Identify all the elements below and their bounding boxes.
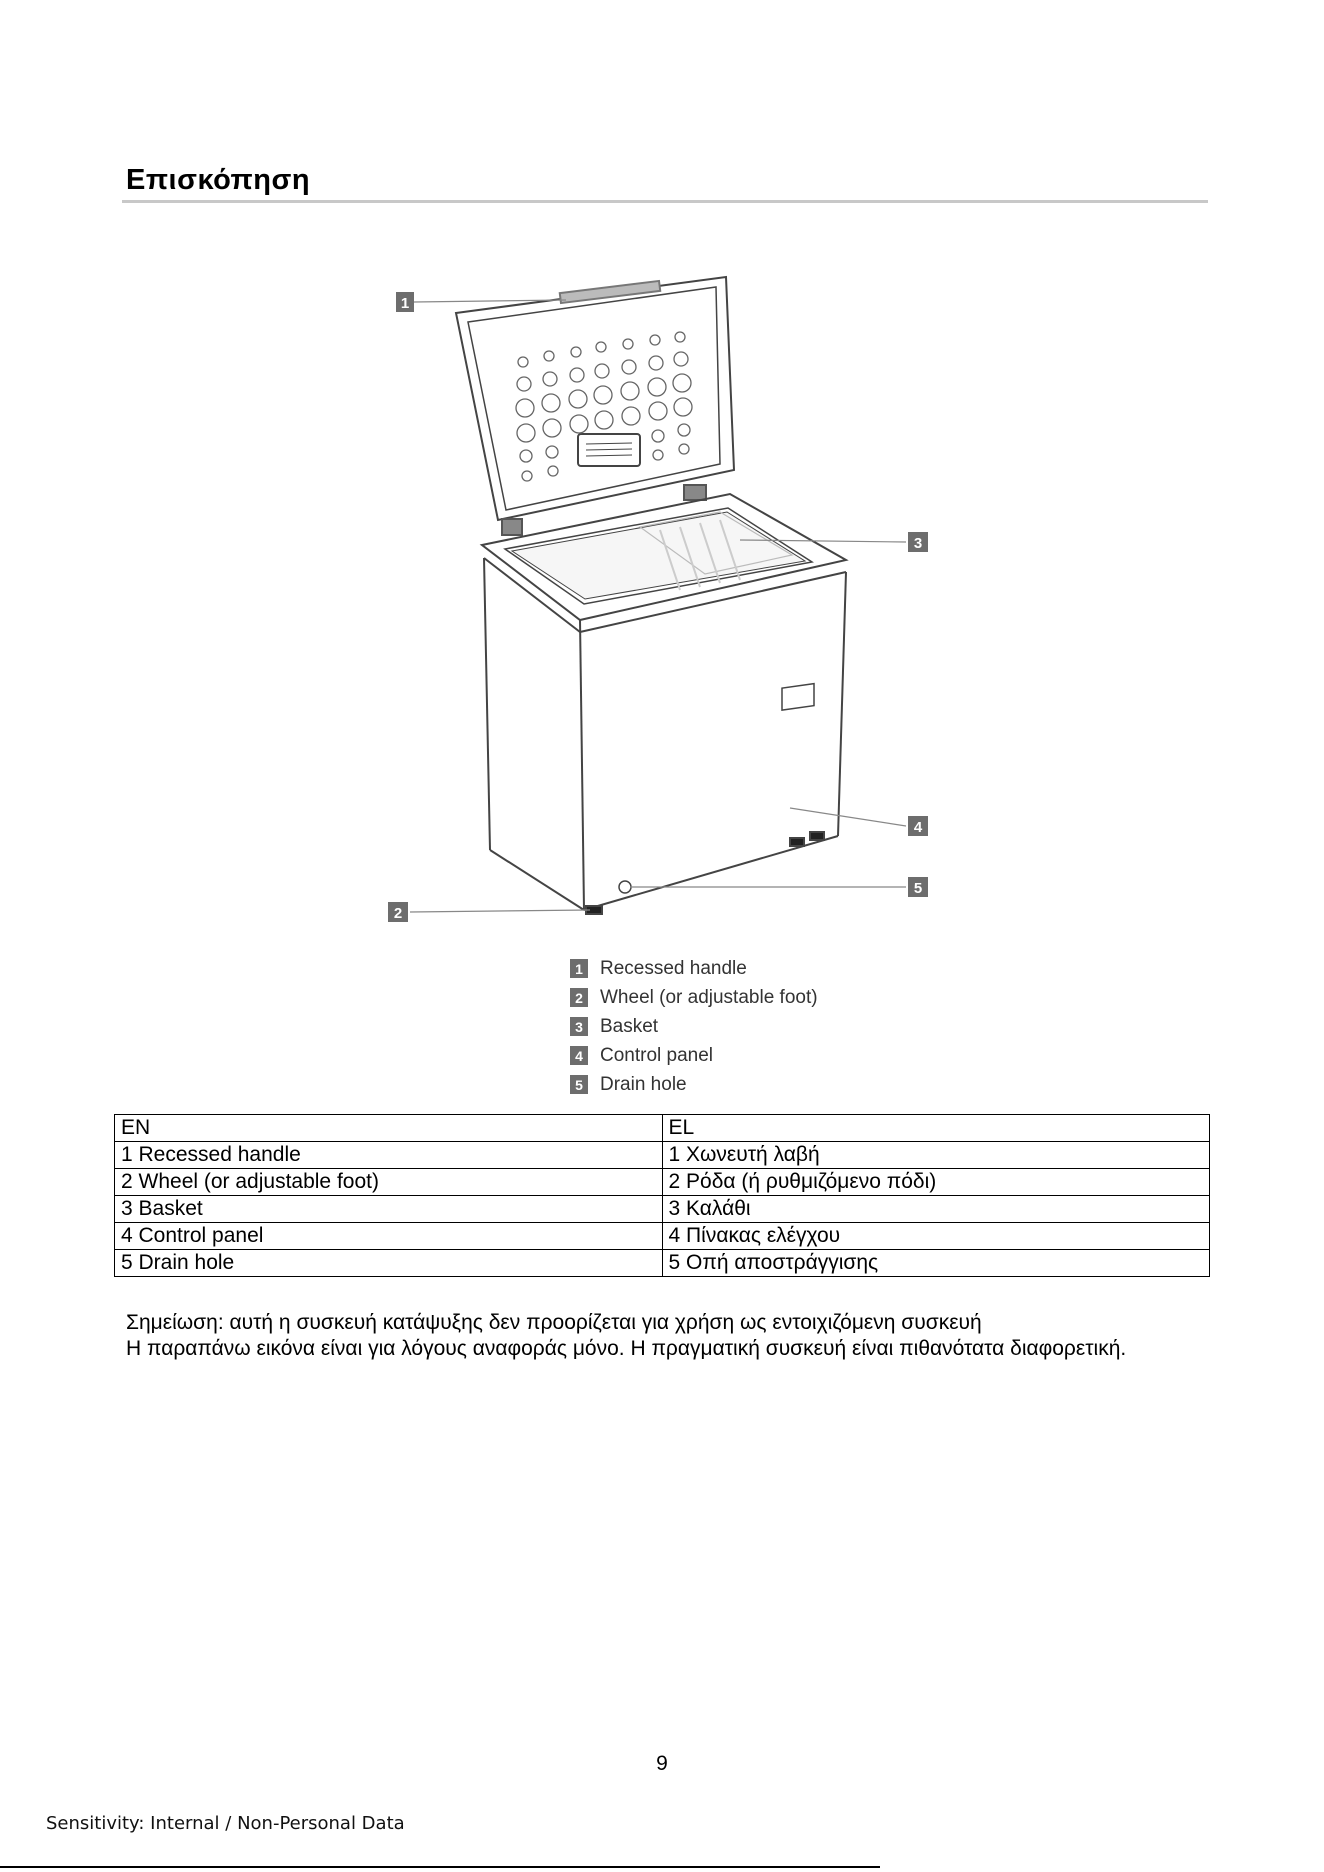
legend-item xyxy=(570,1070,818,1099)
table-header-row xyxy=(115,1115,1210,1142)
callout-2-label: 2 xyxy=(393,905,403,922)
table-header-cell: EN xyxy=(115,1115,663,1142)
note-line-1: Σημείωση: αυτή η συσκευή κατάψυξης δεν προορίζεται για χρήση ως εντοιχιζόμενη συσκευή xyxy=(126,1311,982,1334)
legend-number: 3 xyxy=(570,1017,588,1036)
table-cell: 3 Καλάθι xyxy=(662,1196,1210,1223)
legend-label: Control panel xyxy=(600,1044,714,1066)
note-paragraph xyxy=(126,1310,1208,1362)
legend-item xyxy=(570,1041,818,1070)
table-cell: 1 Χωνευτή λαβή xyxy=(662,1142,1210,1169)
legend-label: Recessed handle xyxy=(600,957,747,979)
recessed-handle xyxy=(560,281,660,303)
callout-1-label: 1 xyxy=(400,295,410,312)
table-row xyxy=(115,1142,1210,1169)
legend-item xyxy=(570,983,818,1012)
figure-legend xyxy=(570,954,818,1099)
legend-item xyxy=(570,1012,818,1041)
bottom-rule xyxy=(0,1866,880,1868)
callout-3-label: 3 xyxy=(913,535,923,552)
callout-4-label: 4 xyxy=(913,819,923,836)
table-cell: 1 Recessed handle xyxy=(115,1142,663,1169)
control-panel xyxy=(782,684,814,710)
legend-number: 5 xyxy=(570,1075,588,1094)
table-cell: 2 Wheel (or adjustable foot) xyxy=(115,1169,663,1196)
drain-hole xyxy=(619,881,631,893)
callout-5-label: 5 xyxy=(913,880,923,897)
legend-item xyxy=(570,954,818,983)
sensitivity-footer: Sensitivity: Internal / Non-Personal Data xyxy=(46,1813,405,1834)
table-cell: 2 Ρόδα (ή ρυθμιζόμενο πόδι) xyxy=(662,1169,1210,1196)
page-number: 9 xyxy=(656,1752,668,1775)
legend-label: Basket xyxy=(600,1015,659,1037)
note-line-2: Η παραπάνω εικόνα είναι για λόγους αναφοράς μόνο. Η πραγματική συσκευή είναι πιθανότατα διαφορετική. xyxy=(126,1337,1127,1360)
table-cell: 4 Control panel xyxy=(115,1223,663,1250)
table-cell: 4 Πίνακας ελέγχου xyxy=(662,1223,1210,1250)
table-row xyxy=(115,1196,1210,1223)
legend-label: Drain hole xyxy=(600,1073,687,1095)
legend-number: 2 xyxy=(570,988,588,1007)
legend-number: 4 xyxy=(570,1046,588,1065)
table-row xyxy=(115,1223,1210,1250)
table-cell: 5 Drain hole xyxy=(115,1250,663,1277)
legend-number: 1 xyxy=(570,959,588,978)
table-row xyxy=(115,1169,1210,1196)
table-cell: 3 Basket xyxy=(115,1196,663,1223)
legend-label: Wheel (or adjustable foot) xyxy=(600,986,818,1008)
page-heading: Επισκόπηση xyxy=(126,164,311,196)
table-row xyxy=(115,1250,1210,1277)
table-header-cell: EL xyxy=(662,1115,1210,1142)
table-cell: 5 Οπή αποστράγγισης xyxy=(662,1250,1210,1277)
translation-table xyxy=(114,1114,1210,1277)
